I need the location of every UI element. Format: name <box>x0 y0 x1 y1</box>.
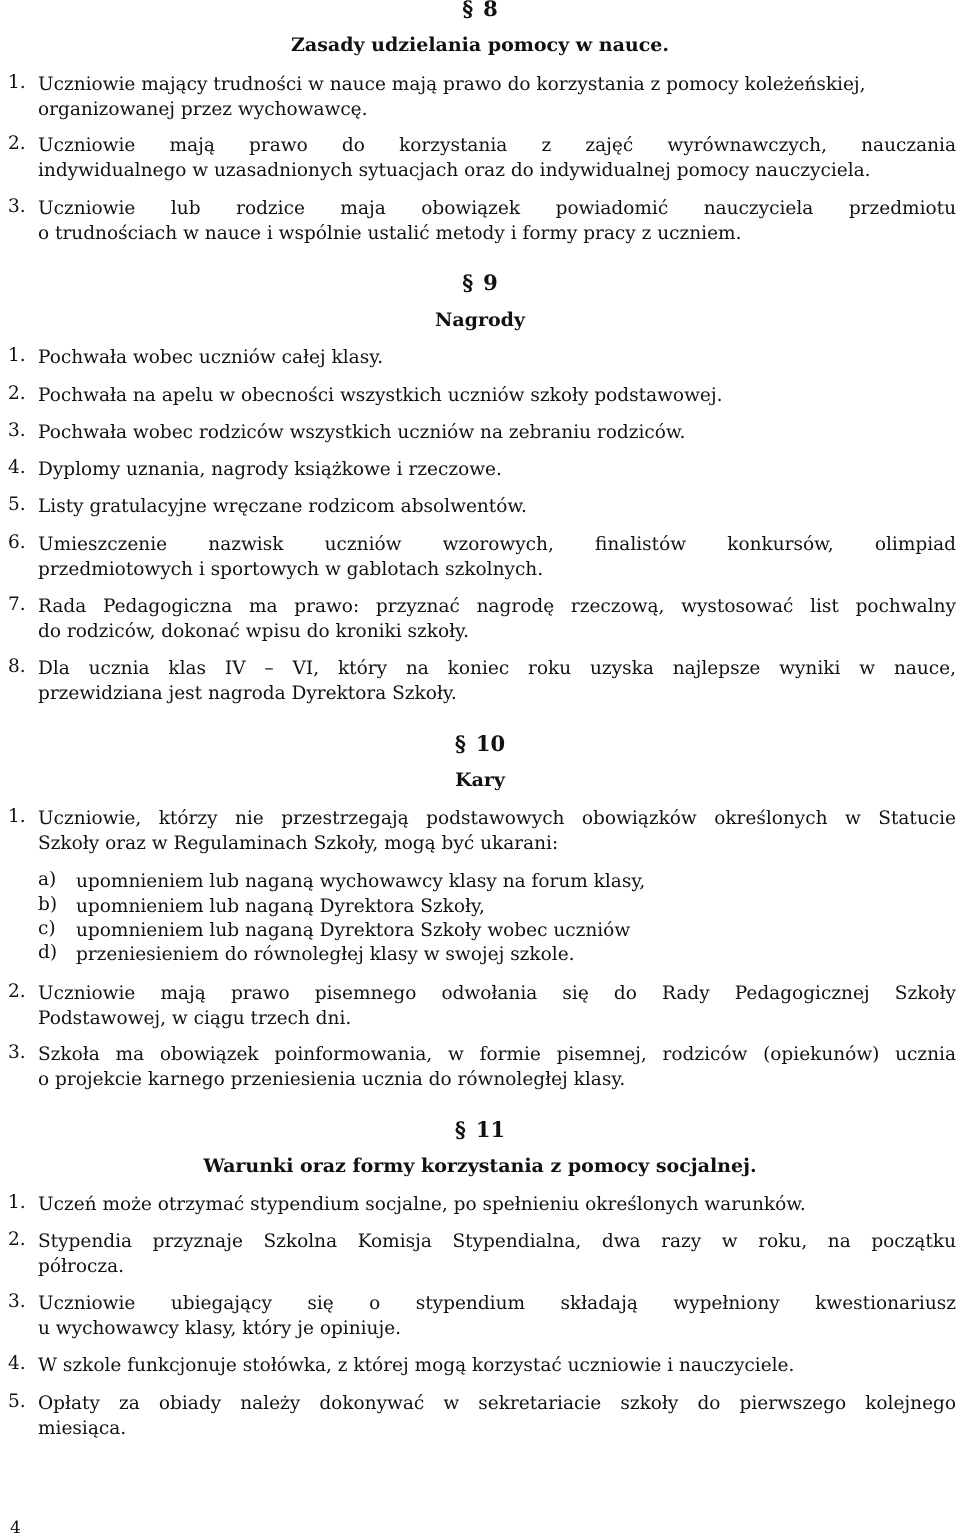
sub-item-label: b) <box>38 894 58 915</box>
item-line: do rodziców, dokonać wpisu do kroniki szkoły. <box>38 621 470 642</box>
item-line: u wychowawcy klasy, który je opiniuje. <box>38 1318 402 1339</box>
item-number: 2. <box>8 383 26 404</box>
list-item <box>8 72 956 122</box>
item-line: organizowanej przez wychowawcę. <box>38 99 368 120</box>
sub-item-label: d) <box>38 942 58 963</box>
item-line: Szkoła ma obowiązek poinformowania, w formie pisemnej, rodziców (opiekunów) ucznia <box>38 1044 956 1065</box>
list-item <box>8 494 956 519</box>
list-item <box>8 532 956 582</box>
item-number: 1. <box>8 72 26 93</box>
list-item <box>8 383 956 408</box>
list-item <box>8 420 956 445</box>
item-line: Uczeń może otrzymać stypendium socjalne, po spełnieniu określonych warunków. <box>38 1194 806 1215</box>
section-11-title: Warunki oraz formy korzystania z pomocy socjalnej. <box>203 1155 757 1177</box>
item-number: 1. <box>8 806 26 827</box>
list-item <box>8 1042 956 1092</box>
item-line: o projekcie karnego przeniesienia ucznia do równoległej klasy. <box>38 1069 626 1090</box>
item-line: Umieszczenie nazwisk uczniów wzorowych, finalistów konkursów, olimpiad <box>38 534 956 555</box>
item-number: 5. <box>8 494 26 515</box>
sub-list-item <box>38 869 738 894</box>
sub-item-text: upomnieniem lub naganą Dyrektora Szkoły wobec uczniów <box>76 920 631 941</box>
sub-item-label: a) <box>38 869 57 890</box>
item-line: przedmiotowych i sportowych w gablotach szkolnych. <box>38 559 544 580</box>
list-item <box>8 457 956 482</box>
page-number: 4 <box>10 1518 21 1538</box>
item-line: Pochwała wobec rodziców wszystkich uczniów na zebraniu rodziców. <box>38 422 686 443</box>
item-number: 3. <box>8 1291 26 1312</box>
list-item <box>8 1353 956 1378</box>
item-line: Dyplomy uznania, nagrody książkowe i rzeczowe. <box>38 459 502 480</box>
list-item <box>8 345 956 370</box>
item-line: Stypendia przyznaje Szkolna Komisja Stypendialna, dwa razy w roku, na początku <box>38 1231 956 1252</box>
section-8-title: Zasady udzielania pomocy w nauce. <box>291 34 669 56</box>
item-line: Pochwała wobec uczniów całej klasy. <box>38 347 384 368</box>
item-number: 3. <box>8 1042 26 1063</box>
item-line: przewidziana jest nagroda Dyrektora Szkoły. <box>38 683 457 704</box>
sub-item-label: c) <box>38 918 56 939</box>
item-number: 4. <box>8 1353 26 1374</box>
section-11-heading <box>0 1117 960 1142</box>
section-10-heading <box>0 731 960 756</box>
sub-list-item <box>38 894 738 919</box>
item-number: 4. <box>8 457 26 478</box>
item-line: Podstawowej, w ciągu trzech dni. <box>38 1008 352 1029</box>
item-line: Uczniowie ubiegający się o stypendium składają wypełniony kwestionariusz <box>38 1293 956 1314</box>
item-number: 5. <box>8 1391 26 1412</box>
section-number: 11 <box>475 1117 506 1142</box>
sub-list-item <box>38 918 738 943</box>
item-number: 6. <box>8 532 26 553</box>
item-line: Listy gratulacyjne wręczane rodzicom absolwentów. <box>38 496 527 517</box>
item-number: 2. <box>8 133 26 154</box>
item-line: Uczniowie mają prawo do korzystania z zajęć wyrównawczych, nauczania <box>38 135 956 156</box>
section-number: 8 <box>483 0 498 21</box>
section-9-title: Nagrody <box>435 309 525 331</box>
section-8-heading <box>0 0 960 21</box>
section-9-heading <box>0 270 960 295</box>
item-number: 7. <box>8 594 26 615</box>
list-item <box>8 981 956 1031</box>
section-symbol: § <box>454 731 466 756</box>
list-item <box>8 806 956 856</box>
sub-item-text: przeniesieniem do równoległej klasy w swojej szkole. <box>76 944 575 965</box>
list-item <box>8 1229 956 1279</box>
item-number: 2. <box>8 1229 26 1250</box>
item-number: 2. <box>8 981 26 1002</box>
list-item <box>8 656 956 706</box>
item-line: Opłaty za obiady należy dokonywać w sekretariacie szkoły do pierwszego kolejnego <box>38 1393 956 1414</box>
item-line: Pochwała na apelu w obecności wszystkich uczniów szkoły podstawowej. <box>38 385 723 406</box>
item-line: Uczniowie mają prawo pisemnego odwołania się do Rady Pedagogicznej Szkoły <box>38 983 956 1004</box>
section-symbol: § <box>462 0 474 21</box>
item-line: Dla ucznia klas IV – VI, który na koniec roku uzyska najlepsze wyniki w nauce, <box>38 658 956 679</box>
list-item <box>8 1391 956 1441</box>
section-symbol: § <box>454 1117 466 1142</box>
item-line: półrocza. <box>38 1256 124 1277</box>
item-line: Uczniowie lub rodzice maja obowiązek powiadomić nauczyciela przedmiotu <box>38 198 956 219</box>
list-item <box>8 594 956 644</box>
item-line: o trudnościach w nauce i wspólnie ustalić metody i formy pracy z uczniem. <box>38 223 742 244</box>
section-number: 9 <box>483 270 498 295</box>
list-item <box>8 133 956 183</box>
item-line: Rada Pedagogiczna ma prawo: przyznać nagrodę rzeczową, wystosować list pochwalny <box>38 596 956 617</box>
sub-list-item <box>38 942 738 967</box>
list-item <box>8 1192 956 1217</box>
item-line: miesiąca. <box>38 1418 127 1439</box>
sub-item-text: upomnieniem lub naganą wychowawcy klasy na forum klasy, <box>76 871 646 892</box>
item-line: Uczniowie mający trudności w nauce mają prawo do korzystania z pomocy koleżeńskiej, <box>38 74 866 95</box>
item-number: 3. <box>8 420 26 441</box>
section-symbol: § <box>462 270 474 295</box>
item-number: 8. <box>8 656 26 677</box>
section-10-title: Kary <box>455 769 505 791</box>
list-item <box>8 196 956 246</box>
item-line: indywidualnego w uzasadnionych sytuacjach oraz do indywidualnej pomocy nauczyciela. <box>38 160 871 181</box>
item-number: 1. <box>8 345 26 366</box>
sub-item-text: upomnieniem lub naganą Dyrektora Szkoły, <box>76 896 485 917</box>
item-line: Szkoły oraz w Regulaminach Szkoły, mogą być ukarani: <box>38 833 559 854</box>
section-number: 10 <box>475 731 506 756</box>
item-number: 3. <box>8 196 26 217</box>
item-line: Uczniowie, którzy nie przestrzegają podstawowych obowiązków określonych w Statucie <box>38 808 956 829</box>
list-item <box>8 1291 956 1341</box>
item-number: 1. <box>8 1192 26 1213</box>
item-line: W szkole funkcjonuje stołówka, z której mogą korzystać uczniowie i nauczyciele. <box>38 1355 795 1376</box>
